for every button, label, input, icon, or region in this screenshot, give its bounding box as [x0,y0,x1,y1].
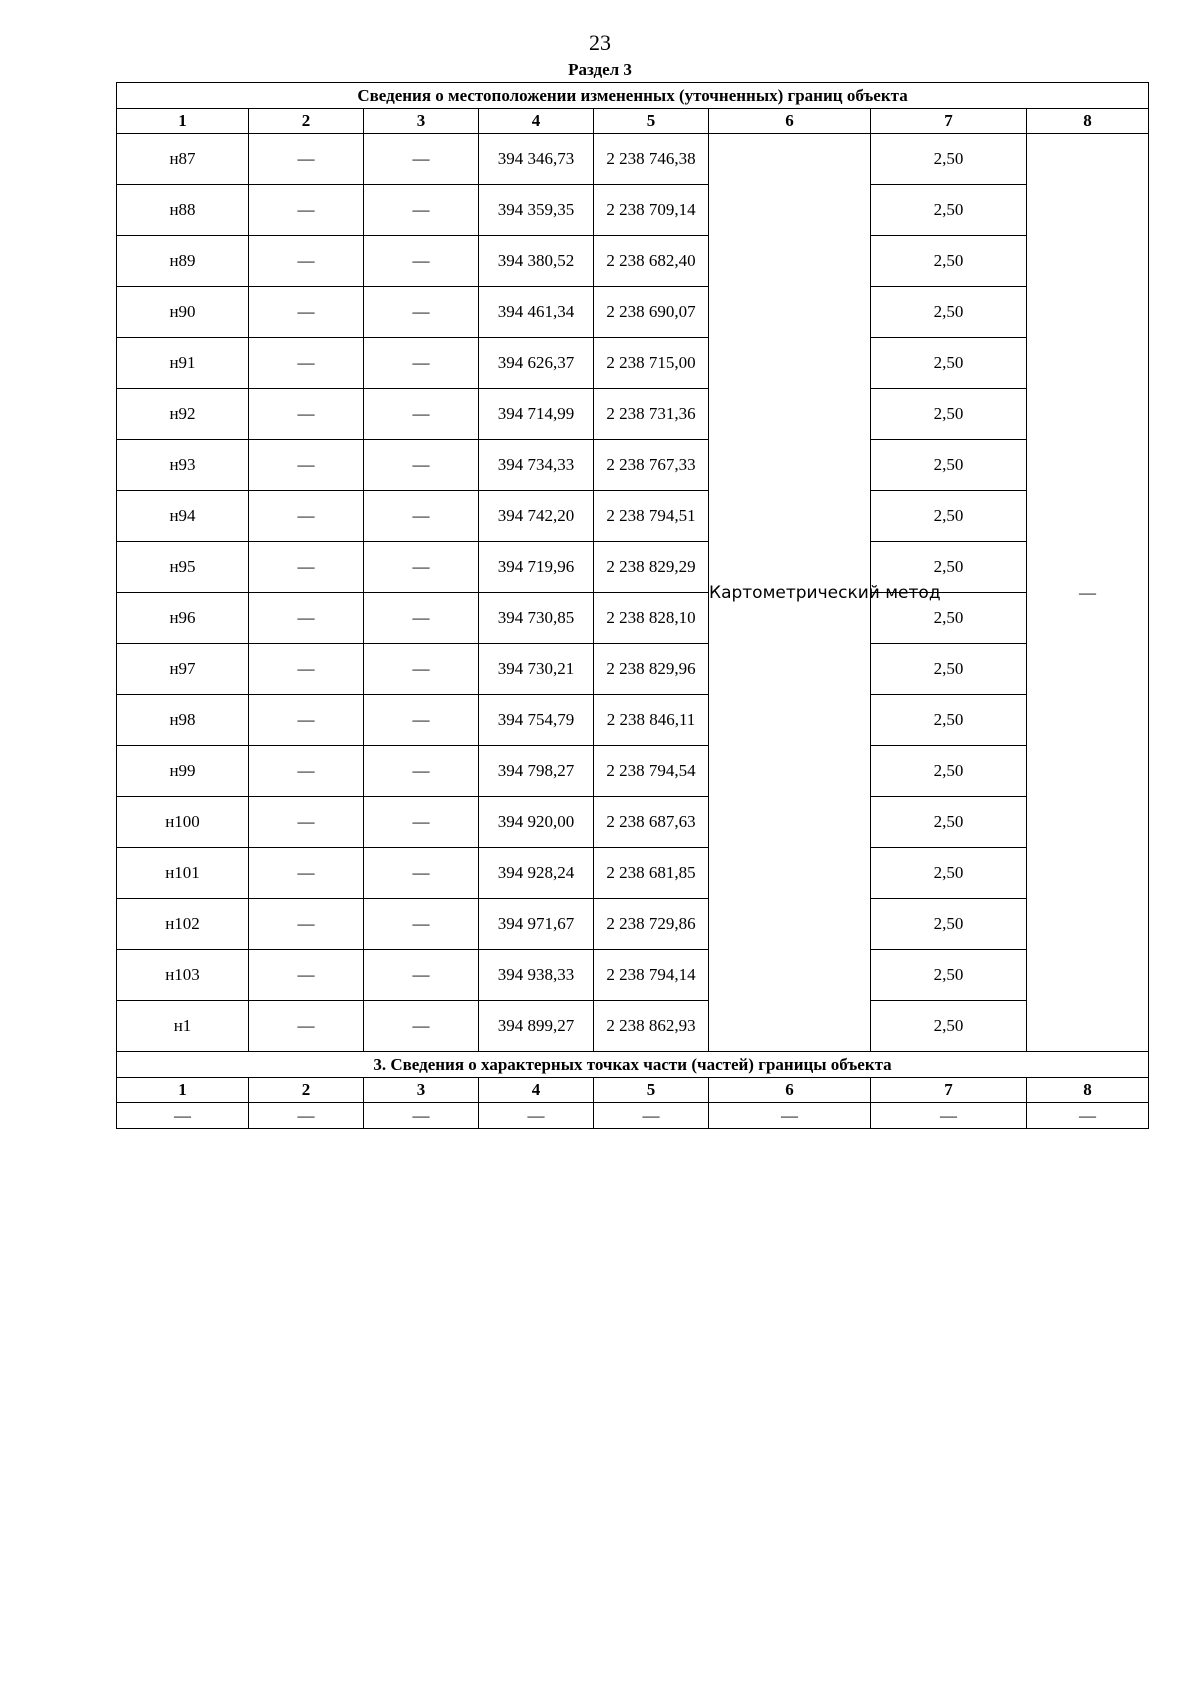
dash-cell: — [364,797,479,848]
table-row [117,134,1149,185]
accuracy-cell: 2,50 [871,389,1027,440]
coord-y-cell: 2 238 682,40 [594,236,709,287]
subsection-caption: 3. Сведения о характерных точках части (частей) границы объекта [117,1052,1149,1078]
coord-x-cell: 394 971,67 [479,899,594,950]
column-header: 1 [117,109,249,134]
page-number: 23 [589,30,611,55]
dash-cell: — [249,695,364,746]
coord-y-cell: 2 238 690,07 [594,287,709,338]
coord-y-cell: 2 238 715,00 [594,338,709,389]
coord-x-cell: 394 714,99 [479,389,594,440]
section-title: Раздел 3 [568,60,632,79]
accuracy-cell: 2,50 [871,236,1027,287]
coord-y-cell: 2 238 729,86 [594,899,709,950]
column-header: 5 [594,1078,709,1103]
dash-cell: — [249,440,364,491]
point-id-cell: н91 [117,338,249,389]
dash-cell: — [479,1103,594,1129]
dash-cell: — [249,185,364,236]
dash-cell: — [1027,1103,1149,1129]
point-id-cell: н99 [117,746,249,797]
accuracy-cell: 2,50 [871,950,1027,1001]
coord-x-cell: 394 754,79 [479,695,594,746]
column-header: 5 [594,109,709,134]
point-id-cell: н97 [117,644,249,695]
dash-cell: — [364,287,479,338]
accuracy-cell: 2,50 [871,644,1027,695]
accuracy-cell: 2,50 [871,491,1027,542]
table-row [117,236,1149,287]
column-header: 1 [117,1078,249,1103]
coord-y-cell: 2 238 862,93 [594,1001,709,1052]
dash-cell: — [249,1103,364,1129]
col8-cell: — [1027,134,1149,1052]
coord-y-cell: 2 238 829,29 [594,542,709,593]
dash-cell: — [249,491,364,542]
boundary-points-table [116,82,1149,1129]
point-id-cell: н90 [117,287,249,338]
table-row [117,797,1149,848]
dash-cell: — [249,593,364,644]
table-header-row [117,109,1149,134]
dash-cell: — [249,899,364,950]
coord-y-cell: 2 238 846,11 [594,695,709,746]
dash-cell: — [364,1001,479,1052]
accuracy-cell: 2,50 [871,695,1027,746]
dash-cell: — [364,338,479,389]
dash-cell: — [364,542,479,593]
column-header: 3 [364,1078,479,1103]
dash-cell: — [249,338,364,389]
coord-y-cell: 2 238 828,10 [594,593,709,644]
point-id-cell: н98 [117,695,249,746]
subsection-caption-row [117,1052,1149,1078]
column-header: 8 [1027,1078,1149,1103]
coord-y-cell: 2 238 794,51 [594,491,709,542]
table-row [117,593,1149,644]
point-id-cell: н96 [117,593,249,644]
dash-cell: — [364,440,479,491]
coord-x-cell: 394 730,21 [479,644,594,695]
table-row [117,899,1149,950]
table-row [117,185,1149,236]
coord-x-cell: 394 719,96 [479,542,594,593]
dash-cell: — [249,134,364,185]
coord-x-cell: 394 461,34 [479,287,594,338]
coord-y-cell: 2 238 731,36 [594,389,709,440]
point-id-cell: н102 [117,899,249,950]
accuracy-cell: 2,50 [871,134,1027,185]
coord-x-cell: 394 938,33 [479,950,594,1001]
subsection-row [117,1103,1149,1129]
coord-x-cell: 394 928,24 [479,848,594,899]
point-id-cell: н101 [117,848,249,899]
method-cell: Картометрический метод [709,134,871,1052]
coord-x-cell: 394 380,52 [479,236,594,287]
dash-cell: — [364,236,479,287]
dash-cell: — [249,542,364,593]
column-header: 6 [709,1078,871,1103]
dash-cell: — [364,185,479,236]
column-header: 7 [871,109,1027,134]
table-row [117,389,1149,440]
coord-x-cell: 394 359,35 [479,185,594,236]
dash-cell: — [364,644,479,695]
coord-y-cell: 2 238 709,14 [594,185,709,236]
accuracy-cell: 2,50 [871,185,1027,236]
dash-cell: — [871,1103,1027,1129]
coord-x-cell: 394 920,00 [479,797,594,848]
dash-cell: — [249,236,364,287]
dash-cell: — [709,1103,871,1129]
point-id-cell: н100 [117,797,249,848]
point-id-cell: н89 [117,236,249,287]
subsection-header-row [117,1078,1149,1103]
accuracy-cell: 2,50 [871,593,1027,644]
coord-y-cell: 2 238 681,85 [594,848,709,899]
coord-x-cell: 394 626,37 [479,338,594,389]
table-row [117,848,1149,899]
column-header: 2 [249,1078,364,1103]
accuracy-cell: 2,50 [871,899,1027,950]
column-header: 4 [479,109,594,134]
accuracy-cell: 2,50 [871,542,1027,593]
coord-x-cell: 394 798,27 [479,746,594,797]
dash-cell: — [364,134,479,185]
dash-cell: — [364,695,479,746]
column-header: 8 [1027,109,1149,134]
coord-x-cell: 394 730,85 [479,593,594,644]
dash-cell: — [249,644,364,695]
table-row [117,542,1149,593]
point-id-cell: н88 [117,185,249,236]
dash-cell: — [364,848,479,899]
dash-cell: — [249,848,364,899]
dash-cell: — [249,950,364,1001]
coord-y-cell: 2 238 767,33 [594,440,709,491]
table-row [117,950,1149,1001]
dash-cell: — [249,1001,364,1052]
coord-y-cell: 2 238 794,54 [594,746,709,797]
column-header: 7 [871,1078,1027,1103]
point-id-cell: н93 [117,440,249,491]
coord-x-cell: 394 899,27 [479,1001,594,1052]
accuracy-cell: 2,50 [871,746,1027,797]
accuracy-cell: 2,50 [871,287,1027,338]
table-caption: Сведения о местоположении измененных (уточненных) границ объекта [117,83,1149,109]
table-row [117,491,1149,542]
coord-y-cell: 2 238 794,14 [594,950,709,1001]
point-id-cell: н92 [117,389,249,440]
point-id-cell: н94 [117,491,249,542]
table-row [117,695,1149,746]
dash-cell: — [364,950,479,1001]
coord-y-cell: 2 238 829,96 [594,644,709,695]
column-header: 6 [709,109,871,134]
coord-x-cell: 394 742,20 [479,491,594,542]
accuracy-cell: 2,50 [871,440,1027,491]
column-header: 4 [479,1078,594,1103]
table-row [117,644,1149,695]
table-row [117,287,1149,338]
table-caption-row [117,83,1149,109]
dash-cell: — [117,1103,249,1129]
coord-x-cell: 394 346,73 [479,134,594,185]
dash-cell: — [364,491,479,542]
dash-cell: — [249,797,364,848]
point-id-cell: н87 [117,134,249,185]
table-row [117,440,1149,491]
column-header: 3 [364,109,479,134]
accuracy-cell: 2,50 [871,1001,1027,1052]
coord-y-cell: 2 238 687,63 [594,797,709,848]
accuracy-cell: 2,50 [871,797,1027,848]
dash-cell: — [364,899,479,950]
dash-cell: — [249,746,364,797]
point-id-cell: н1 [117,1001,249,1052]
dash-cell: — [249,287,364,338]
accuracy-cell: 2,50 [871,848,1027,899]
point-id-cell: н103 [117,950,249,1001]
dash-cell: — [364,1103,479,1129]
coord-x-cell: 394 734,33 [479,440,594,491]
dash-cell: — [249,389,364,440]
coord-y-cell: 2 238 746,38 [594,134,709,185]
dash-cell: — [364,746,479,797]
accuracy-cell: 2,50 [871,338,1027,389]
dash-cell: — [594,1103,709,1129]
table-row [117,1001,1149,1052]
table-row [117,746,1149,797]
point-id-cell: н95 [117,542,249,593]
dash-cell: — [364,593,479,644]
column-header: 2 [249,109,364,134]
table-row [117,338,1149,389]
dash-cell: — [364,389,479,440]
